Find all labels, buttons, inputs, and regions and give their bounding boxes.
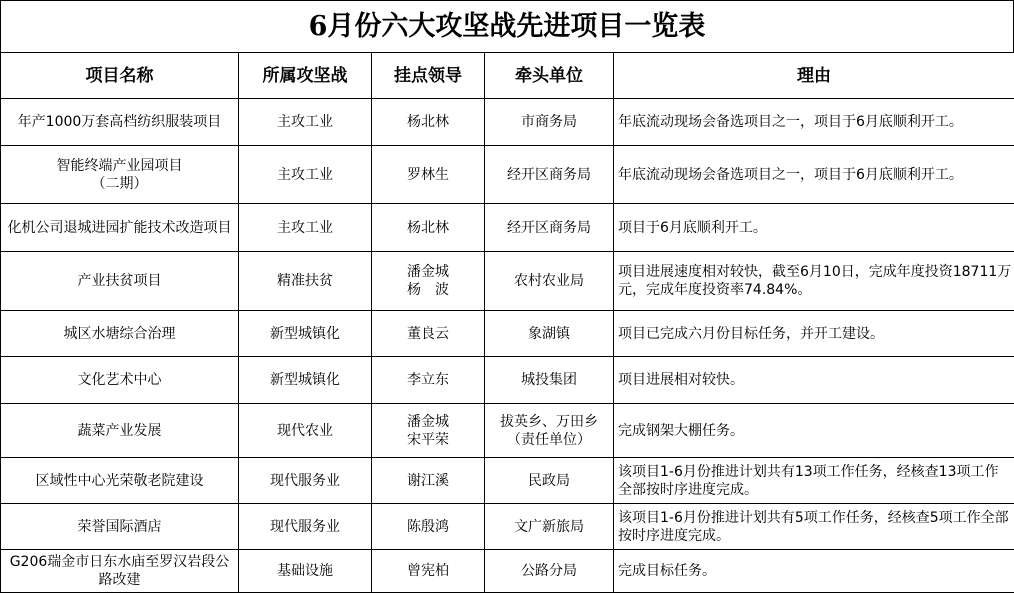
lead-unit: 象湖镇 <box>485 311 614 357</box>
leader: 曾宪柏 <box>372 550 485 593</box>
reason: 完成钢架大棚任务。 <box>614 404 1014 458</box>
header-project-name: 项目名称 <box>1 53 239 99</box>
leader: 董良云 <box>372 311 485 357</box>
project-name: 化机公司退城进园扩能技术改造项目 <box>1 204 239 252</box>
leader: 李立东 <box>372 357 485 404</box>
table-row <box>1 146 1014 204</box>
reason: 项目进展相对较快。 <box>614 357 1014 404</box>
reason: 项目已完成六月份目标任务，并开工建设。 <box>614 311 1014 357</box>
reason: 年底流动现场会备选项目之一，项目于6月底顺利开工。 <box>614 99 1014 146</box>
table-row <box>1 99 1014 146</box>
lead-unit: 拔英乡、万田乡 （责任单位） <box>485 404 614 458</box>
page-title: 6月份六大攻坚战先进项目一览表 <box>0 0 1014 52</box>
battle: 现代服务业 <box>239 504 372 550</box>
header-battle: 所属攻坚战 <box>239 53 372 99</box>
reason: 完成目标任务。 <box>614 550 1014 593</box>
table-row <box>1 550 1014 593</box>
lead-unit: 市商务局 <box>485 99 614 146</box>
leader: 谢江溪 <box>372 458 485 504</box>
table-row <box>1 252 1014 311</box>
project-name: 年产1000万套高档纺织服装项目 <box>1 99 239 146</box>
table-row <box>1 357 1014 404</box>
battle: 主攻工业 <box>239 146 372 204</box>
leader: 杨北林 <box>372 204 485 252</box>
project-name: G206瑞金市日东水庙至罗汉岩段公路改建 <box>1 550 239 593</box>
project-name: 区域性中心光荣敬老院建设 <box>1 458 239 504</box>
table-row <box>1 311 1014 357</box>
header-reason: 理由 <box>614 53 1014 99</box>
battle: 基础设施 <box>239 550 372 593</box>
header-row <box>1 53 1014 99</box>
lead-unit: 农村农业局 <box>485 252 614 311</box>
battle: 现代农业 <box>239 404 372 458</box>
header-leader: 挂点领导 <box>372 53 485 99</box>
table-row <box>1 204 1014 252</box>
battle: 新型城镇化 <box>239 357 372 404</box>
lead-unit: 城投集团 <box>485 357 614 404</box>
leader: 潘金城 宋平荣 <box>372 404 485 458</box>
lead-unit: 经开区商务局 <box>485 146 614 204</box>
lead-unit: 文广新旅局 <box>485 504 614 550</box>
lead-unit: 经开区商务局 <box>485 204 614 252</box>
leader: 杨北林 <box>372 99 485 146</box>
leader: 罗林生 <box>372 146 485 204</box>
project-name: 产业扶贫项目 <box>1 252 239 311</box>
leader: 陈殷鸿 <box>372 504 485 550</box>
header-unit: 牵头单位 <box>485 53 614 99</box>
table-row <box>1 404 1014 458</box>
lead-unit: 民政局 <box>485 458 614 504</box>
project-name: 文化艺术中心 <box>1 357 239 404</box>
battle: 主攻工业 <box>239 204 372 252</box>
table-row <box>1 458 1014 504</box>
battle: 精准扶贫 <box>239 252 372 311</box>
projects-table <box>0 52 1014 593</box>
project-name: 蔬菜产业发展 <box>1 404 239 458</box>
lead-unit: 公路分局 <box>485 550 614 593</box>
battle: 现代服务业 <box>239 458 372 504</box>
project-name: 荣誉国际酒店 <box>1 504 239 550</box>
battle: 新型城镇化 <box>239 311 372 357</box>
reason: 项目进展速度相对较快，截至6月10日，完成年度投资18711万元，完成年度投资率74.84%。 <box>614 252 1014 311</box>
battle: 主攻工业 <box>239 99 372 146</box>
reason: 该项目1-6月份推进计划共有5项工作任务，经核查5项工作全部按时序进度完成。 <box>614 504 1014 550</box>
reason: 该项目1-6月份推进计划共有13项工作任务，经核查13项工作全部按时序进度完成。 <box>614 458 1014 504</box>
project-name: 智能终端产业园项目 （二期） <box>1 146 239 204</box>
reason: 年底流动现场会备选项目之一，项目于6月底顺利开工。 <box>614 146 1014 204</box>
project-name: 城区水塘综合治理 <box>1 311 239 357</box>
leader: 潘金城 杨 波 <box>372 252 485 311</box>
table-row <box>1 504 1014 550</box>
reason: 项目于6月底顺利开工。 <box>614 204 1014 252</box>
